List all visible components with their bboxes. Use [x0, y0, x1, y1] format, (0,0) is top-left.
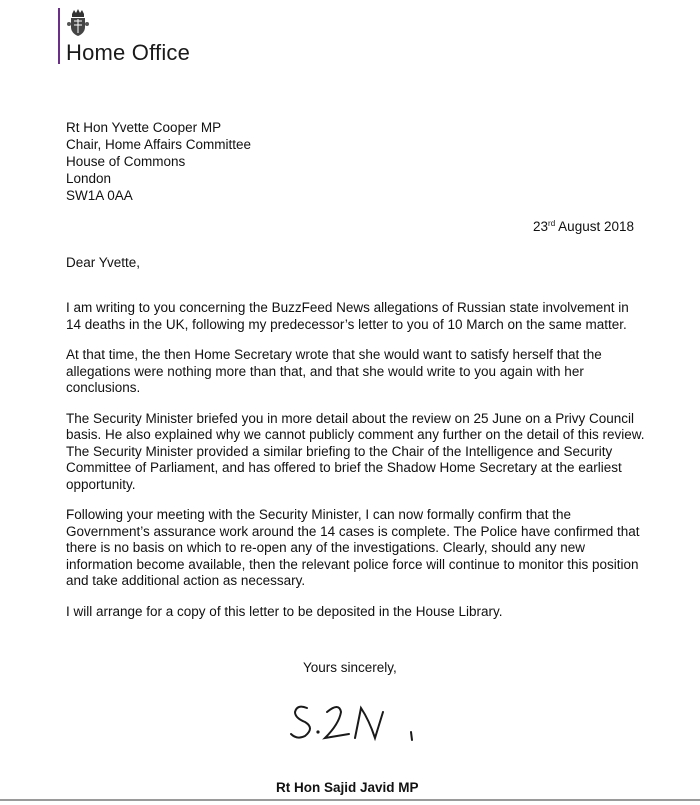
address-line: SW1A 0AA	[66, 188, 133, 203]
signatory-name: Rt Hon Sajid Javid MP	[276, 780, 419, 795]
page-edge-divider	[0, 799, 700, 801]
org-name: Home Office	[66, 40, 191, 65]
paragraph: Following your meeting with the Security Minister, I can now formally confirm that the Government’s assurance work around the 14 cases is complete. The Police have confirmed that there is no basis on which to re-open any of the investigations. Clearly, should any new information become available, then the relevant police force will continue to monitor this position and take additional action as necessary.	[66, 507, 640, 588]
brand-bar	[58, 8, 60, 64]
handwritten-signature	[285, 690, 445, 750]
salutation: Dear Yvette,	[66, 255, 141, 270]
paragraph: At that time, the then Home Secretary wrote that she would want to satisfy herself that the allegations were nothing more than that, and that she would write to you again with her conclusions.	[66, 347, 602, 395]
paragraph: The Security Minister briefed you in more detail about the review on 25 June on a Privy Council basis. He also explained why we cannot publicly comment any further on the detail of this review. The Security Minister provided a similar briefing to the Chair of the Intelligence and Security Committee of Parliament, and has offered to brief the Shadow Home Secretary at the earliest opportunity.	[66, 410, 645, 492]
date-day: 23	[533, 219, 549, 234]
letter-date	[533, 219, 634, 234]
address-line: Rt Hon Yvette Cooper MP	[66, 120, 222, 135]
royal-crest-icon	[66, 8, 90, 38]
date-suffix: rd	[548, 219, 556, 228]
letter-body	[66, 300, 646, 634]
address-line: Chair, Home Affairs Committee	[66, 137, 252, 152]
address-line: London	[66, 171, 112, 186]
closing: Yours sincerely,	[303, 660, 397, 675]
address-line: House of Commons	[66, 154, 186, 169]
date-month-year: August 2018	[555, 219, 634, 234]
paragraph: I am writing to you concerning the BuzzFeed News allegations of Russian state involvement in 14 deaths in the UK, following my predecessor’s letter to you of 10 March on the same matter.	[66, 300, 629, 332]
paragraph: I will arrange for a copy of this letter to be deposited in the House Library.	[66, 603, 503, 619]
recipient-address	[66, 119, 251, 204]
